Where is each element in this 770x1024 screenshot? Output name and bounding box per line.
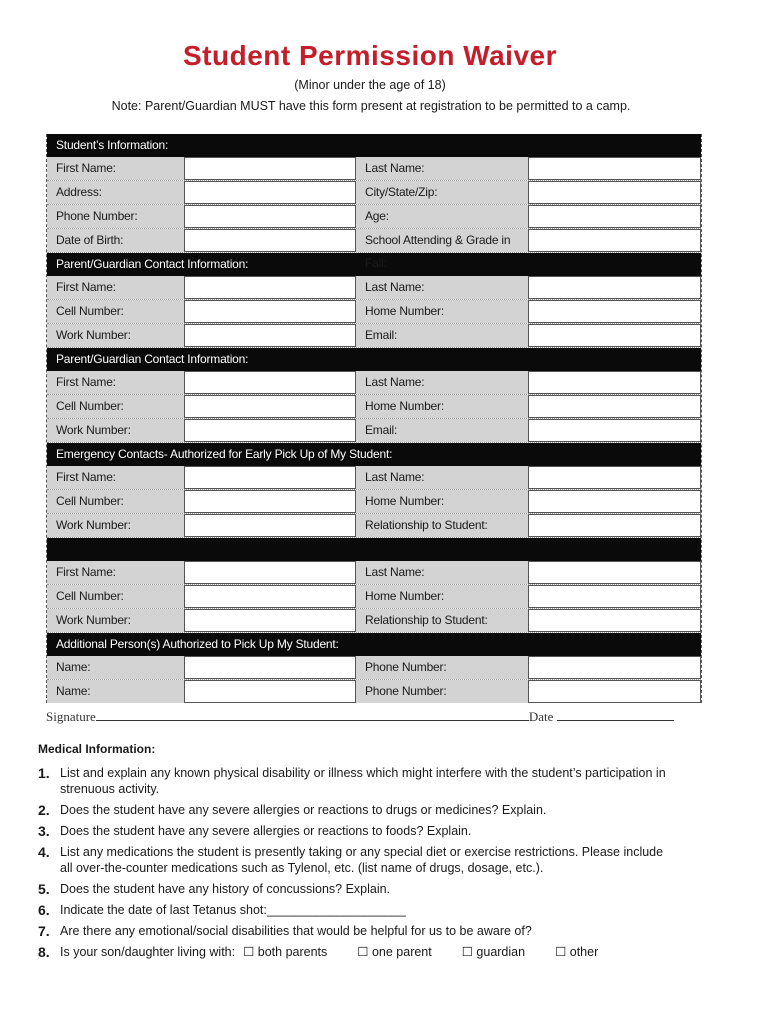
form-row bbox=[47, 514, 701, 538]
field-label: Last Name: bbox=[356, 371, 528, 394]
field-label: Email: bbox=[356, 419, 528, 442]
question-text: Does the student have any severe allergies or reactions to foods? Explain. bbox=[60, 824, 472, 838]
signature-label: Signature bbox=[46, 709, 96, 724]
question-number: 3. bbox=[38, 823, 50, 839]
input-field[interactable] bbox=[184, 181, 356, 204]
form-row bbox=[47, 490, 701, 514]
form-row bbox=[47, 561, 701, 585]
living-option-checkbox[interactable]: ☐ guardian bbox=[461, 945, 526, 959]
input-field[interactable] bbox=[528, 300, 701, 323]
form-row bbox=[47, 324, 701, 348]
field-label: Last Name: bbox=[356, 466, 528, 489]
input-field[interactable] bbox=[528, 371, 701, 394]
page-title: Student Permission Waiver bbox=[183, 40, 557, 71]
field-label: Work Number: bbox=[47, 609, 184, 632]
input-field[interactable] bbox=[184, 514, 356, 537]
field-label: Age: bbox=[356, 205, 528, 228]
input-field[interactable] bbox=[528, 205, 701, 228]
question-text: List any medications the student is presently taking or any special diet or exercise restrictions. Please include all over-the-counter medications such as Tylenol, etc. (list name of drugs, dosage, etc.). bbox=[60, 845, 664, 875]
question-text: Does the student have any history of concussions? Explain. bbox=[60, 882, 391, 896]
medical-question bbox=[38, 802, 678, 818]
input-field[interactable] bbox=[528, 395, 701, 418]
question-text: Indicate the date of last Tetanus shot:____________________ bbox=[60, 903, 406, 917]
form-row bbox=[47, 395, 701, 419]
field-label: Home Number: bbox=[356, 490, 528, 513]
field-label: Phone Number: bbox=[47, 205, 184, 228]
input-field[interactable] bbox=[528, 419, 701, 442]
living-option-checkbox[interactable]: ☐ other bbox=[555, 945, 599, 959]
field-label: City/State/Zip: bbox=[356, 181, 528, 204]
question-text: List and explain any known physical disability or illness which might interfere with the student’s participation in strenuous activity. bbox=[60, 766, 666, 796]
field-label: Name: bbox=[47, 656, 184, 679]
medical-question bbox=[38, 844, 678, 876]
field-label: Home Number: bbox=[356, 585, 528, 608]
date-label: Date bbox=[528, 709, 554, 724]
field-label: Address: bbox=[47, 181, 184, 204]
form-row bbox=[47, 276, 701, 300]
input-field[interactable] bbox=[184, 276, 356, 299]
question-text: Is your son/daughter living with: bbox=[60, 945, 236, 959]
field-label: Cell Number: bbox=[47, 395, 184, 418]
input-field[interactable] bbox=[528, 514, 701, 537]
field-label: Name: bbox=[47, 680, 184, 703]
field-label: Last Name: bbox=[356, 561, 528, 584]
question-number: 1. bbox=[38, 765, 50, 781]
input-field[interactable] bbox=[184, 561, 356, 584]
field-label: Last Name: bbox=[356, 276, 528, 299]
input-field[interactable] bbox=[528, 609, 701, 632]
field-label: Phone Number: bbox=[356, 680, 528, 703]
field-label: First Name: bbox=[47, 276, 184, 299]
living-option-checkbox[interactable]: ☐ one parent bbox=[357, 945, 432, 959]
registration-note: Note: Parent/Guardian MUST have this form present at registration to be permitted to a camp. bbox=[111, 99, 631, 113]
form-row bbox=[47, 680, 701, 703]
question-number: 5. bbox=[38, 881, 50, 897]
field-label: First Name: bbox=[47, 561, 184, 584]
input-field[interactable] bbox=[528, 490, 701, 513]
field-label: Relationship to Student: bbox=[356, 514, 528, 537]
input-field[interactable] bbox=[184, 680, 356, 703]
section-heading: Parent/Guardian Contact Information: bbox=[47, 253, 701, 276]
medical-heading: Medical Information: bbox=[38, 742, 156, 756]
question-number: 8. bbox=[38, 944, 50, 960]
question-number: 4. bbox=[38, 844, 50, 860]
form-row bbox=[47, 656, 701, 680]
form-row bbox=[47, 585, 701, 609]
field-label: Phone Number: bbox=[356, 656, 528, 679]
field-label: Home Number: bbox=[356, 395, 528, 418]
question-text: Are there any emotional/social disabilities that would be helpful for us to be aware of? bbox=[60, 924, 532, 938]
question-number: 7. bbox=[38, 923, 50, 939]
medical-question bbox=[38, 923, 678, 939]
input-field[interactable] bbox=[528, 561, 701, 584]
form-row bbox=[47, 466, 701, 490]
input-field[interactable] bbox=[528, 585, 701, 608]
input-field[interactable] bbox=[528, 229, 701, 252]
page-subtitle: (Minor under the age of 18) bbox=[294, 78, 446, 92]
input-field[interactable] bbox=[184, 324, 356, 347]
field-label: First Name: bbox=[47, 371, 184, 394]
input-field[interactable] bbox=[528, 181, 701, 204]
input-field[interactable] bbox=[184, 490, 356, 513]
question-text: Does the student have any severe allergies or reactions to drugs or medicines? Explain. bbox=[60, 803, 547, 817]
input-field[interactable] bbox=[528, 324, 701, 347]
input-field[interactable] bbox=[184, 300, 356, 323]
input-field[interactable] bbox=[528, 656, 701, 679]
field-label: Cell Number: bbox=[47, 300, 184, 323]
date-field[interactable] bbox=[557, 708, 674, 721]
living-option-checkbox[interactable]: ☐ both parents bbox=[243, 945, 328, 959]
section-heading: Additional Person(s) Authorized to Pick Up My Student: bbox=[47, 633, 701, 656]
input-field[interactable] bbox=[184, 371, 356, 394]
input-field[interactable] bbox=[184, 585, 356, 608]
form-row bbox=[47, 181, 701, 205]
field-label: First Name: bbox=[47, 157, 184, 180]
form-row bbox=[47, 205, 701, 229]
field-label: Home Number: bbox=[356, 300, 528, 323]
field-label: Relationship to Student: bbox=[356, 609, 528, 632]
question-number: 6. bbox=[38, 902, 50, 918]
medical-questions bbox=[38, 765, 678, 960]
field-label: Work Number: bbox=[47, 324, 184, 347]
input-field[interactable] bbox=[528, 157, 701, 180]
input-field[interactable] bbox=[184, 656, 356, 679]
input-field[interactable] bbox=[184, 466, 356, 489]
field-label: School Attending & Grade in Fall: bbox=[356, 229, 528, 252]
input-field[interactable] bbox=[184, 229, 356, 252]
input-field[interactable] bbox=[528, 680, 701, 703]
form-row bbox=[47, 157, 701, 181]
section-heading: Emergency Contacts- Authorized for Early Pick Up of My Student: bbox=[47, 443, 701, 466]
question-number: 2. bbox=[38, 802, 50, 818]
medical-question bbox=[38, 902, 678, 918]
field-label: First Name: bbox=[47, 466, 184, 489]
input-field[interactable] bbox=[528, 466, 701, 489]
form-row bbox=[47, 371, 701, 395]
input-field[interactable] bbox=[184, 609, 356, 632]
medical-question bbox=[38, 823, 678, 839]
form-row bbox=[47, 609, 701, 633]
form-row bbox=[47, 300, 701, 324]
section-heading: Student’s Information: bbox=[47, 134, 701, 157]
input-field[interactable] bbox=[184, 419, 356, 442]
medical-question bbox=[38, 881, 678, 897]
field-label: Work Number: bbox=[47, 514, 184, 537]
field-label: Work Number: bbox=[47, 419, 184, 442]
signature-line bbox=[46, 708, 696, 725]
input-field[interactable] bbox=[528, 276, 701, 299]
field-label: Date of Birth: bbox=[47, 229, 184, 252]
input-field[interactable] bbox=[184, 205, 356, 228]
input-field[interactable] bbox=[184, 395, 356, 418]
input-field[interactable] bbox=[184, 157, 356, 180]
field-label: Last Name: bbox=[356, 157, 528, 180]
section-heading bbox=[47, 538, 701, 561]
living-with-question bbox=[38, 944, 678, 960]
permission-form-table bbox=[46, 134, 702, 703]
section-heading: Parent/Guardian Contact Information: bbox=[47, 348, 701, 371]
field-label: Cell Number: bbox=[47, 490, 184, 513]
field-label: Cell Number: bbox=[47, 585, 184, 608]
signature-field[interactable] bbox=[96, 708, 529, 721]
form-row bbox=[47, 419, 701, 443]
medical-question bbox=[38, 765, 678, 797]
field-label: Email: bbox=[356, 324, 528, 347]
